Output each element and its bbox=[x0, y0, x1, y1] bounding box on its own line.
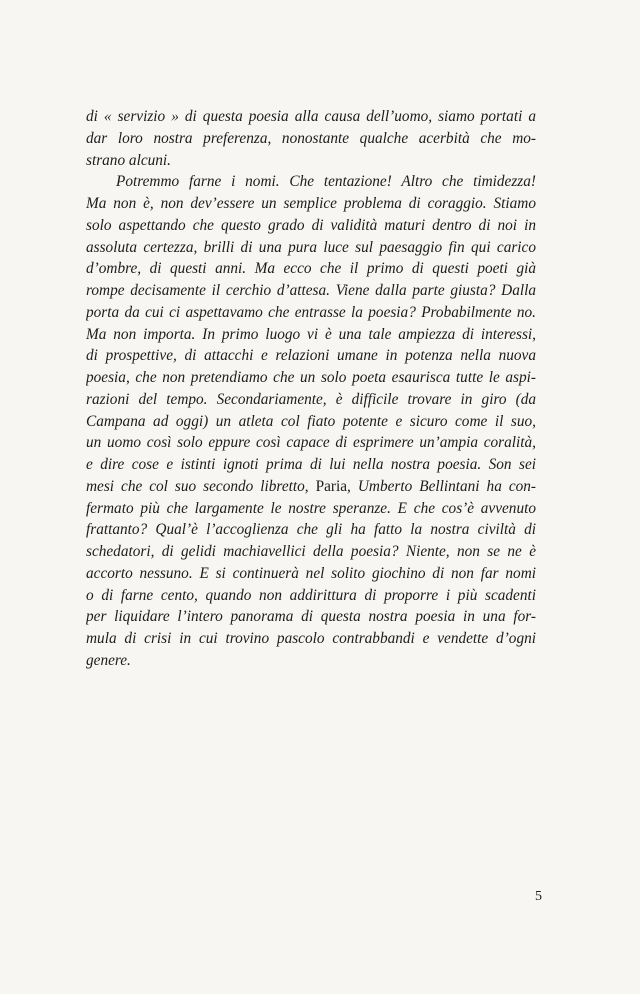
text-line: Campana ad oggi) un atleta col fiato potente e sicuro come il suo, bbox=[86, 412, 536, 430]
text-line: poesia, che non pretendiamo che un solo poeta esaurisca tutte le aspi- bbox=[86, 369, 536, 386]
text-line: frattanto? Qual’è l’accoglienza che gli ha fatto la nostra civiltà di bbox=[86, 521, 536, 539]
text-line: Ma non è, non dev’essere un semplice problema di coraggio. Stiamo bbox=[86, 195, 536, 212]
text-line: un uomo così solo eppure così capace di esprimere un’ampia coralità, bbox=[86, 434, 536, 452]
text-line: d’ombre, di questi anni. Ma ecco che il primo di questi poeti già bbox=[86, 260, 536, 278]
paragraph bbox=[86, 171, 536, 671]
text-line: e dire cose e istinti ignoti prima di lui nella nostra poesia. Son sei bbox=[86, 456, 536, 473]
text-line: assoluta certezza, brilli di una pura luce sul paesaggio fin qui carico bbox=[86, 238, 536, 256]
paragraph bbox=[86, 106, 536, 171]
text-line: razioni del tempo. Secondariamente, è difficile trovare in giro (da bbox=[86, 390, 536, 408]
text-line: fermato più che largamente le nostre speranze. E che cos’è avvenuto bbox=[86, 499, 536, 517]
text-segment: mesi che col suo secondo libretto, bbox=[86, 477, 309, 495]
text-line: per liquidare l’intero panorama di questa nostra poesia in una for- bbox=[86, 608, 536, 626]
text-line: strano alcuni. bbox=[86, 151, 171, 169]
text-line bbox=[86, 476, 536, 498]
text-line: accorto nessuno. E si continuerà nel solito giochino di non far nomi bbox=[86, 564, 536, 582]
body-text bbox=[86, 106, 536, 672]
text-line: rompe decisamente il cerchio d’attesa. Viene dalla parte giusta? Dalla bbox=[86, 282, 536, 299]
text-line: mula di crisi in cui trovino pascolo contrabbandi e vendette d’ogni bbox=[86, 630, 536, 647]
page-number: 5 bbox=[535, 889, 542, 904]
text-segment: , Umberto Bellintani ha con- bbox=[347, 477, 536, 495]
text-line: solo aspettando che questo grado di validità maturi dentro di noi in bbox=[86, 216, 536, 234]
text-line: schedatori, di gelidi machiavellici della poesia? Niente, non se ne è bbox=[86, 543, 536, 560]
text-line: o di farne cento, quando non addirittura di proporre i più scadenti bbox=[86, 586, 536, 604]
text-line: porta da cui ci aspettavamo che entrasse la poesia? Probabilmente no. bbox=[86, 303, 536, 321]
text-line: Ma non importa. In primo luogo vi è una tale ampiezza di interessi, bbox=[86, 325, 536, 343]
text-line: di prospettive, di attacchi e relazioni umane in potenza nella nuova bbox=[86, 347, 536, 365]
text-line: Potremmo farne i nomi. Che tentazione! Altro che timidezza! bbox=[116, 173, 536, 191]
book-title: Paria bbox=[315, 477, 348, 495]
text-line: dar loro nostra preferenza, nonostante qualche acerbità che mo- bbox=[86, 129, 536, 147]
text-line: genere. bbox=[86, 651, 131, 669]
text-line: di « servizio » di questa poesia alla causa dell’uomo, siamo portati a bbox=[86, 108, 536, 125]
